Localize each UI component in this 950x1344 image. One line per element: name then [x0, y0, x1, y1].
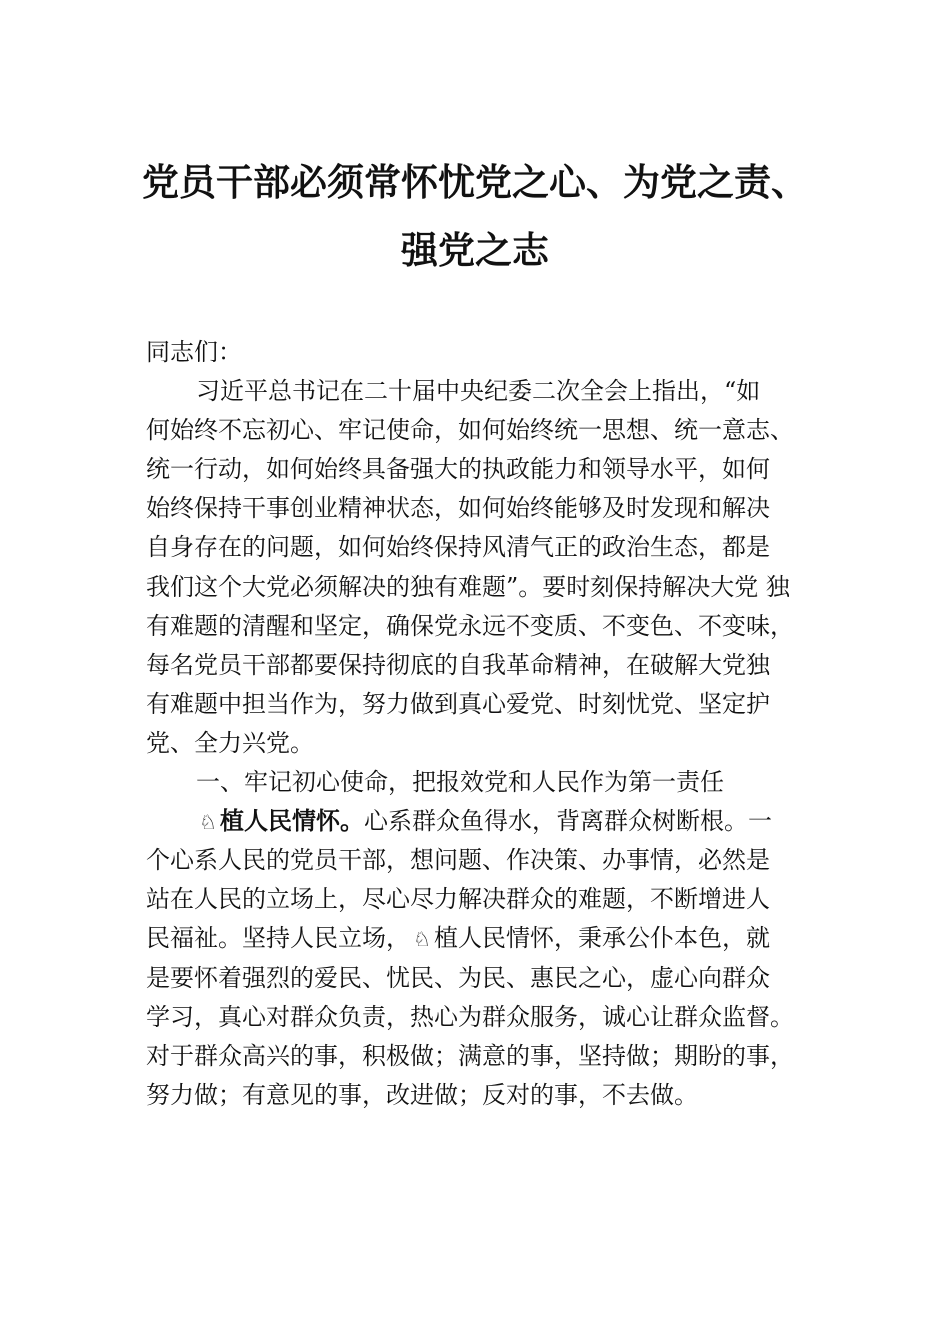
paragraph-1-line: 始终保持干事创业精神状态，如何始终能够及时发现和解决 [146, 494, 770, 523]
paragraph-2-line4-post: 植人民情怀，秉承公仆本色，就 [434, 924, 770, 953]
paragraph-1-line: 自身存在的问题，如何始终保持风清气正的政治生态，都是 [146, 533, 770, 562]
paragraph-1-line: 何始终不忘初心、牢记使命，如何始终统一思想、统一意志、 [146, 416, 794, 445]
paragraph-2-line: 是要怀着强烈的爱民、忧民、为民、惠民之心，虚心向群众 [146, 963, 770, 992]
paragraph-1-line: 习近平总书记在二十届中央纪委二次全会上指出，“如 [196, 377, 761, 406]
paragraph-1-line: 统一行动，如何始终具备强大的执政能力和领导水平，如何 [146, 455, 770, 484]
greeting: 同志们： [146, 338, 242, 366]
paragraph-2-line: 学习，真心对群众负责，热心为群众服务，诚心让群众监督。 [146, 1002, 794, 1031]
paragraph-1-line: 有难题的清醒和坚定，确保党永远不变质、不变色、不变味， [146, 611, 794, 640]
document-body [146, 333, 826, 1115]
paragraph-2-line: 对于群众高兴的事，积极做；满意的事，坚持做；期盼的事， [146, 1041, 794, 1070]
paragraph-1-line: 每名党员干部都要保持彻底的自我革命精神，在破解大党独 [146, 650, 770, 679]
section-heading-1: 一、牢记初心使命，把报效党和人民作为第一责任 [196, 768, 724, 797]
paragraph-2-line4-pre: 民福祉。坚持人民立场， [146, 924, 410, 953]
paragraph-2-line: 个心系人民的党员干部，想问题、作决策、办事情，必然是 [146, 846, 770, 875]
document-title-line-1: 党员干部必须常怀忧党之心、为党之责、 [142, 160, 808, 204]
paragraph-1-line: 党、全力兴党。 [146, 728, 314, 757]
paragraph-2-line: 站在人民的立场上，尽心尽力解决群众的难题，不断增进人 [146, 885, 770, 914]
document-title-line-2: 强党之志 [401, 228, 549, 272]
broken-glyph-symbol: ♘ [413, 927, 431, 952]
paragraph-1-line: 我们这个大党必须解决的独有难题”。要时刻保持解决大党 独 [146, 572, 790, 601]
paragraph-2-first-line [146, 802, 826, 841]
paragraph-2-line-with-symbol [146, 919, 826, 958]
broken-glyph-symbol: ♘ [199, 810, 217, 835]
paragraph-2-line: 努力做；有意见的事，改进做；反对的事，不去做。 [146, 1080, 698, 1109]
paragraph-2-bold-lead: 植人民情怀。 [220, 807, 364, 836]
paragraph-2-first-rest: 心系群众鱼得水，背离群众树断根。一 [364, 807, 772, 836]
paragraph-1-line: 有难题中担当作为，努力做到真心爱党、时刻忧党、坚定护 [146, 689, 770, 718]
